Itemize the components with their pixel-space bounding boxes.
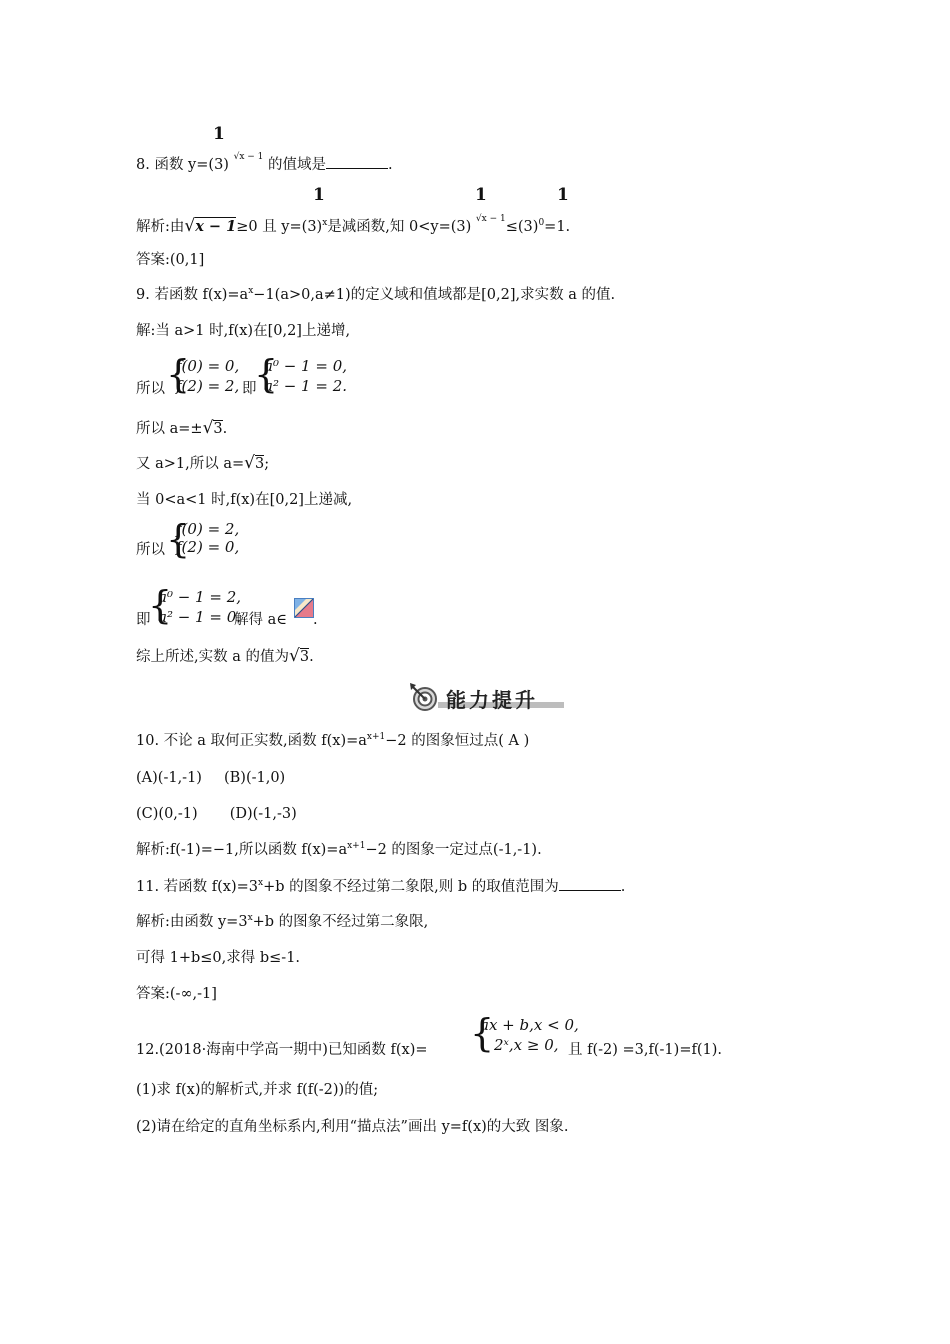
q10-analysis-a: 解析:f(-1)=−1,所以函数 f(x)=a — [136, 842, 348, 858]
q11-answer: 答案:(-∞,-1] — [136, 986, 217, 1002]
sys-c-row2: f(2) = 0, — [176, 538, 240, 556]
q9-system-decreasing — [136, 517, 376, 564]
q10-analysis — [136, 840, 542, 862]
q8-frac-num-2: 1 — [475, 185, 487, 205]
q8-answer-blank — [326, 154, 388, 169]
q9-conclusion: 综上所述,实数 a 的值为√3. — [136, 646, 314, 666]
ji-label: 即 — [136, 612, 151, 628]
so-label: 所以 — [136, 542, 165, 558]
left-brace-icon: { — [470, 1011, 495, 1055]
q12-question — [136, 1011, 836, 1062]
left-brace-icon: { — [148, 583, 173, 627]
q8-analysis-mid1: ≥0 且 y=( — [236, 219, 308, 235]
q10-question-a: 10. 不论 a 取何正实数,函数 f(x)=a — [136, 733, 367, 749]
q8-frac-num-3: 1 — [557, 185, 569, 205]
q10-option-a: (A)(-1,-1) — [136, 770, 202, 786]
sys-c-row1: f(0) = 2, — [176, 520, 240, 538]
q11-question-b: +b 的图象不经过第二象限,则 b 的取值范围为 — [263, 879, 559, 895]
sqrt3-radicand: 3 — [299, 649, 310, 665]
q9-system-increasing — [136, 352, 376, 399]
q11-line2: 可得 1+b≤0,求得 b≤-1. — [136, 950, 301, 966]
q11-question-a: 11. 若函数 f(x)=3 — [136, 879, 259, 895]
q10-question — [136, 731, 529, 753]
q8-answer: 答案:(0,1] — [136, 252, 205, 268]
ji-label: 即 — [242, 381, 257, 397]
q9-question — [136, 285, 615, 307]
q10-option-c: (C)(0,-1) — [136, 806, 198, 822]
q10-option-b: (B)(-1,0) — [223, 770, 286, 786]
sys-a-row2: f(2) = 2, — [176, 377, 240, 395]
q8-analysis-radicand: x − 1 — [195, 218, 237, 235]
sqrt-icon: √ — [202, 418, 214, 438]
q8-fraction-denominator: 3 — [214, 157, 224, 173]
q12-suffix: 且 f(-2) =3,f(-1)=f(1). — [568, 1042, 722, 1058]
q9-question-b: −1(a>0,a≠1)的定义域和值域都是[0,2],求实数 a 的值. — [253, 287, 616, 303]
sqrt-icon: √ — [288, 646, 300, 666]
target-icon — [408, 682, 442, 712]
q8-zero-exp: 0 — [538, 218, 545, 228]
so-label: 所以 — [136, 381, 165, 397]
sys-b-row1: a⁰ − 1 = 0, — [264, 357, 348, 375]
q8-analysis-prefix: 解析:由 — [136, 219, 185, 235]
q8-exponent: √x − 1 — [233, 152, 264, 162]
left-brace-icon: { — [254, 352, 279, 396]
q9-line2: 所以 a=±√3. — [136, 418, 228, 438]
q12-case1: ax + b,x < 0, — [480, 1016, 579, 1034]
q10-analysis-sup: x+1 — [347, 841, 366, 851]
q9-conclusion-text: 综上所述,实数 a 的值为 — [136, 649, 289, 665]
q8-analysis-end: =1. — [544, 219, 571, 235]
q10-analysis-b: −2 的图象一定过点(-1,-1). — [365, 842, 542, 858]
q8-analysis: 解析:由√x − 1≥0 且 $y=(3)^x$是减函数,知 0<y=(3) $^{√x - 1}\le(3)^0=1$. — [136, 214, 571, 236]
q12-case2: 2ˣ,x ≥ 0, — [494, 1036, 559, 1054]
q8-analysis-mid2: 是减函数,知 0<y=( — [327, 219, 457, 235]
q11-question: 11. 若函数 $f(x)=3^x+b$ 的图象不经过第二象限,则 b 的取值范围为 . — [136, 878, 626, 895]
q8-analysis-exp: √x − 1 — [475, 214, 506, 224]
sys-d-row1: a⁰ − 1 = 2, — [158, 588, 242, 606]
q9-question-a: 9. 若函数 f(x)=a — [136, 287, 249, 303]
q10-question-b: −2 的图象恒过点( A ) — [385, 733, 530, 749]
sqrt-icon: √ — [244, 453, 255, 473]
section-title: 能力提升 — [446, 688, 538, 712]
q8-den-2: 3 — [456, 219, 466, 235]
q11-analysis-a: 解析:由函数 y=3 — [136, 914, 248, 930]
q11-x-exp: x — [247, 913, 253, 923]
sys-a-row1: f(0) = 0, — [176, 357, 240, 375]
q10-options-row2 — [136, 804, 297, 824]
q10-option-d: (D)(-1,-3) — [229, 806, 297, 822]
q12-prefix: 12.(2018·海南中学高一期中)已知函数 f(x)= — [136, 1042, 428, 1058]
q8-question-suffix: 的值域是 — [268, 157, 326, 173]
q8-frac-num-1: 1 — [313, 185, 325, 205]
q12-part1: (1)求 f(x)的解析式,并求 f(f(-2))的值; — [136, 1082, 379, 1098]
q8-analysis-mid3: ≤( — [505, 219, 524, 235]
empty-set-image-icon — [294, 598, 314, 618]
q9-line4: 当 0<a<1 时,f(x)在[0,2]上递减, — [136, 492, 353, 508]
q12-part2: (2)请在给定的直角坐标系内,利用“描点法”画出 y=f(x)的大致 图象. — [136, 1119, 569, 1135]
q9-line1: 解:当 a>1 时,f(x)在[0,2]上递增, — [136, 323, 351, 339]
sqrt3-radicand: 3 — [213, 421, 223, 437]
left-brace-icon: { — [166, 517, 191, 561]
sqrt-icon: √ — [184, 216, 196, 236]
q8-fraction-numerator: 1 — [213, 124, 225, 144]
q8-den-3: 3 — [523, 219, 533, 235]
q8-den-1: 3 — [307, 219, 317, 235]
q8-question: 8. 函数 y=(3) $^{√x - 1}$ 的值域是 . — [136, 152, 393, 173]
q9-line3-text: 又 a>1,所以 a= — [136, 456, 245, 472]
q9-line2-text: 所以 a=± — [136, 421, 203, 437]
q9-line3: 又 a>1,所以 a=√3; — [136, 453, 270, 473]
q11-answer-blank — [559, 876, 621, 891]
q9-system-decreasing-b: 即 { a⁰ − 1 = 2, a² − 1 = 0. 解得 a∈ . — [136, 583, 318, 628]
q11-analysis — [136, 912, 428, 934]
q10-sup: x+1 — [366, 732, 386, 742]
q10-options-row1 — [136, 768, 285, 788]
q8-x-exp: x — [322, 218, 328, 228]
q8-question-prefix: 8. 函数 y=( — [136, 157, 215, 173]
q9-x-exp: x — [248, 286, 254, 296]
q11-analysis-b: +b 的图象不经过第二象限, — [252, 914, 429, 930]
left-brace-icon: { — [166, 352, 191, 396]
q11-x-exp: x — [258, 878, 264, 888]
sqrt3-radicand: 3 — [255, 456, 265, 472]
sys-d-row2: a² − 1 = 0. — [158, 608, 242, 626]
sys-b-row2: a² − 1 = 2. — [264, 377, 348, 395]
section-banner — [408, 682, 564, 712]
solve-label: 解得 a∈ — [234, 612, 287, 628]
